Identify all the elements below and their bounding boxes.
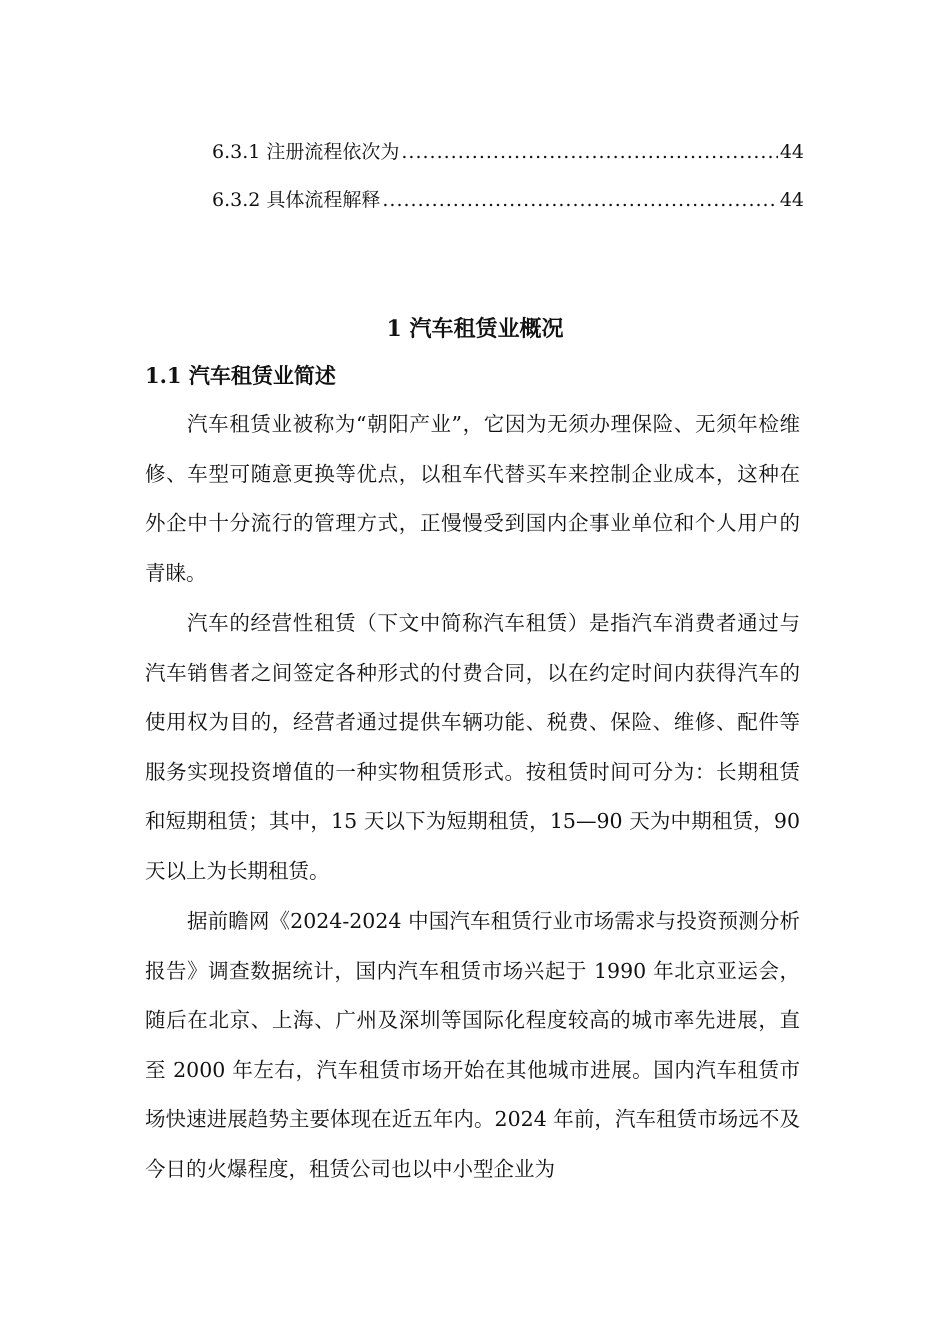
toc-entry-title: 6.3.2 具体流程解释: [212, 189, 381, 211]
toc-entry[interactable]: [212, 185, 804, 215]
body-paragraph: 据前瞻网《2024-2024 中国汽车租赁行业市场需求与投资预测分析报告》调查数据统计，国内汽车租赁市场兴起于 1990 年北京亚运会，随后在北京、上海、广州及深圳等国际化程度较高的城市率先进展，直至 2000 年左右，汽车租赁市场开始在其他城市进展。国内汽车租赁市场快速进展趋势主要体现在近五年内。2024 年前，汽车租赁市场远不及今日的火爆程度，租赁公司也以中小型企业为: [145, 909, 800, 1181]
section-title: 1.1 汽车租赁业简述: [145, 363, 336, 388]
chapter-title: 1 汽车租赁业概况: [386, 316, 564, 342]
body-paragraph: 汽车租赁业被称为“朝阳产业”，它因为无须办理保险、无须年检维修、车型可随意更换等优点，以租车代替买车来控制企业成本，这种在外企中十分流行的管理方式，正慢慢受到国内企事业单位和个人用户的青睐。: [145, 412, 800, 585]
toc-entry-title: 6.3.1 注册流程依次为: [212, 141, 400, 163]
toc-entry[interactable]: [212, 137, 804, 167]
body-paragraph: 汽车的经营性租赁（下文中简称汽车租赁）是指汽车消费者通过与汽车销售者之间签定各种形式的付费合同，以在约定时间内获得汽车的使用权为目的，经营者通过提供车辆功能、税费、保险、维修、配件等服务实现投资增值的一种实物租赁形式。按租赁时间可分为：长期租赁和短期租赁；其中，15 天以下为短期租赁，15—90 天为中期租赁，90 天以上为长期租赁。: [145, 611, 800, 883]
toc-leader-dots: [401, 141, 777, 163]
toc-entry-page: 44: [779, 189, 804, 211]
toc-leader-dots: [382, 189, 777, 211]
toc-entry-page: 44: [779, 141, 804, 163]
